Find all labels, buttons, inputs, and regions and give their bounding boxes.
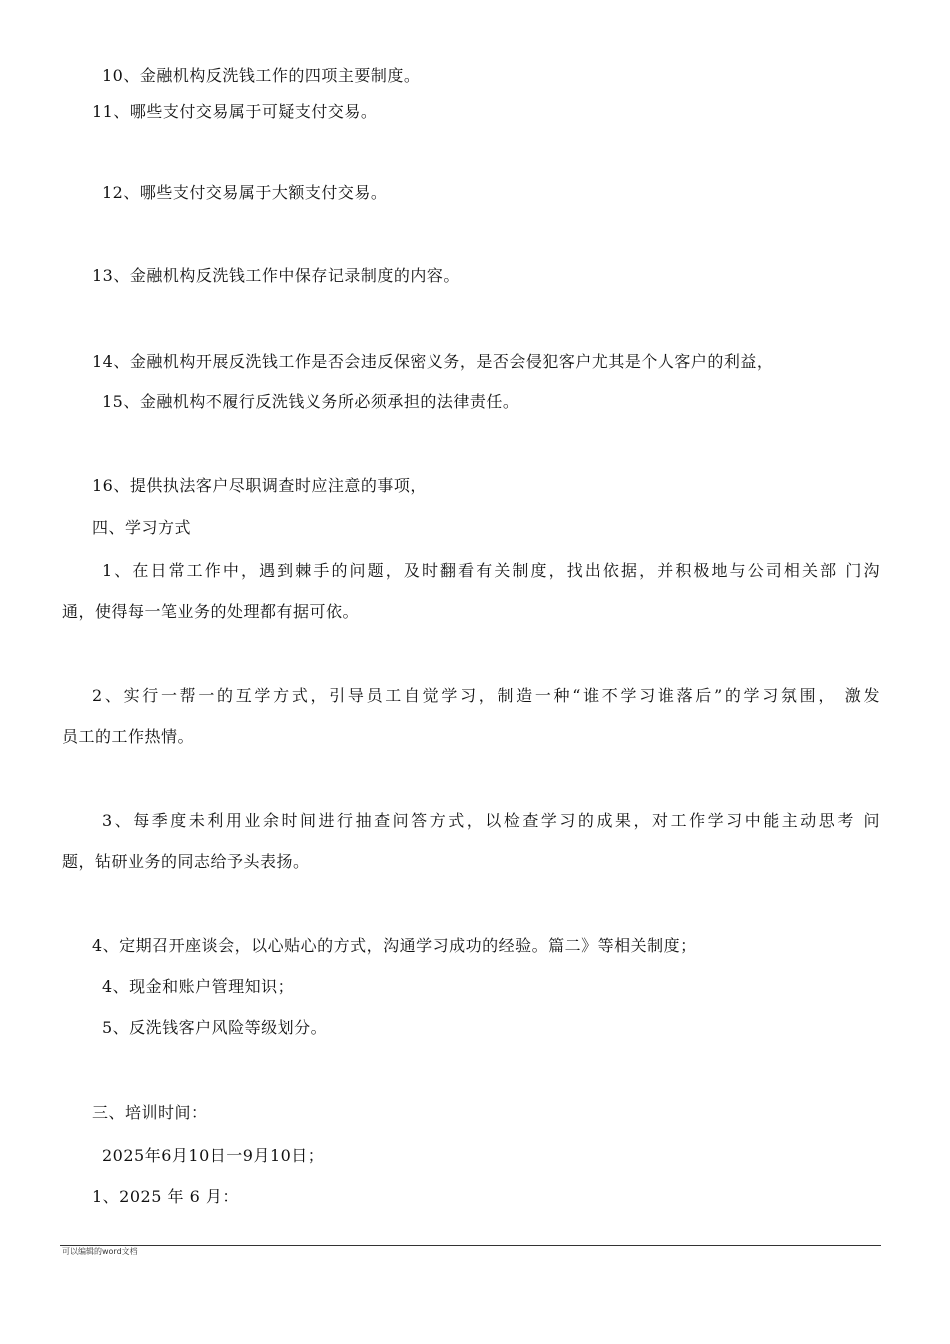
method-2-line-2: 员工的工作热情。: [62, 727, 195, 746]
topic-5-risk-levels: 5、反洗钱客户风险等级划分。: [102, 1018, 328, 1037]
training-date-range: 2025年6月10日一9月10日；: [102, 1146, 325, 1165]
schedule-item-june: 1、2025 年 6 月：: [92, 1187, 239, 1206]
item-11: 11、哪些支付交易属于可疑支付交易。: [92, 102, 378, 121]
footer-label: 可以编辑的word文档: [62, 1247, 138, 1256]
footer-divider: [60, 1245, 881, 1246]
method-3-line-2: 题，钻研业务的同志给予头表扬。: [62, 852, 310, 871]
item-16: 16、提供执法客户尽职调查时应注意的事项，: [92, 476, 427, 495]
method-3-line-1: 3、每季度未利用业余时间进行抽查问答方式，以检查学习的成果，对工作学习中能主动思考 问: [102, 811, 880, 830]
item-14: 14、金融机构开展反洗钱工作是否会违反保密义务，是否会侵犯客户尤其是个人客户的利益，: [92, 352, 774, 371]
method-1-line-1: 1、在日常工作中，遇到棘手的问题，及时翻看有关制度，找出依据，并积极地与公司相关部 门沟: [102, 561, 880, 580]
section-heading-study-method: 四、学习方式: [92, 518, 192, 537]
method-4: 4、定期召开座谈会，以心贴心的方式，沟通学习成功的经验。篇二》等相关制度；: [92, 936, 697, 955]
item-15: 15、金融机构不履行反洗钱义务所必须承担的法律责任。: [102, 392, 520, 411]
topic-4-cash-accounts: 4、现金和账户管理知识；: [102, 977, 295, 996]
method-1-line-2: 通，使得每一笔业务的处理都有据可依。: [62, 602, 360, 621]
item-13: 13、金融机构反洗钱工作中保存记录制度的内容。: [92, 266, 460, 285]
section-heading-training-time: 三、培训时间：: [92, 1103, 208, 1122]
item-10: 10、金融机构反洗钱工作的四项主要制度。: [102, 66, 421, 85]
item-12: 12、哪些支付交易属于大额支付交易。: [102, 183, 388, 202]
method-2-line-1: 2、实行一帮一的互学方式，引导员工自觉学习，制造一种“谁不学习谁落后”的学习氛围， 激发: [92, 686, 880, 705]
